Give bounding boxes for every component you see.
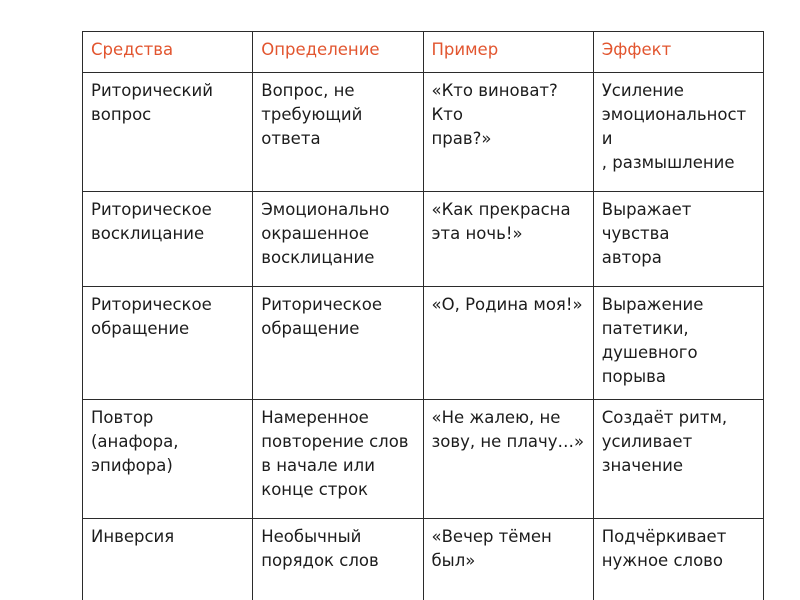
table-cell: Создаёт ритм, усиливает значение [593, 400, 763, 519]
table-cell: Инверсия [83, 519, 253, 600]
table-row [83, 400, 764, 519]
literary-devices-table [82, 31, 764, 600]
table-row [83, 192, 764, 287]
table-cell: «Как прекрасна эта ночь!» [423, 192, 593, 287]
table-cell: Усиление эмоциональности , размышление [593, 73, 763, 192]
table-cell: «Вечер тёмен был» [423, 519, 593, 600]
table-cell: Риторическое обращение [253, 287, 423, 400]
header-primer: Пример [423, 32, 593, 73]
table-cell: Выражение патетики, душевного порыва [593, 287, 763, 400]
table-cell: «О, Родина моя!» [423, 287, 593, 400]
table-row [83, 519, 764, 600]
header-opredelenie: Определение [253, 32, 423, 73]
table-cell: Намеренное повторение слов в начале или конце строк [253, 400, 423, 519]
table-cell: Выражает чувства автора [593, 192, 763, 287]
table-header-row [83, 32, 764, 73]
table-cell: Риторическое обращение [83, 287, 253, 400]
table-cell: Необычный порядок слов [253, 519, 423, 600]
header-sredstva: Средства [83, 32, 253, 73]
table-cell: «Кто виноват? Кто прав?» [423, 73, 593, 192]
table-row [83, 287, 764, 400]
table-cell: Вопрос, не требующий ответа [253, 73, 423, 192]
table-cell: Риторическое восклицание [83, 192, 253, 287]
table-cell: Риторический вопрос [83, 73, 253, 192]
table-cell: Повтор (анафора, эпифора) [83, 400, 253, 519]
table-cell: Эмоционально окрашенное восклицание [253, 192, 423, 287]
table-cell: «Не жалею, не зову, не плачу…» [423, 400, 593, 519]
table-cell: Подчёркивает нужное слово [593, 519, 763, 600]
header-effekt: Эффект [593, 32, 763, 73]
table-row [83, 73, 764, 192]
